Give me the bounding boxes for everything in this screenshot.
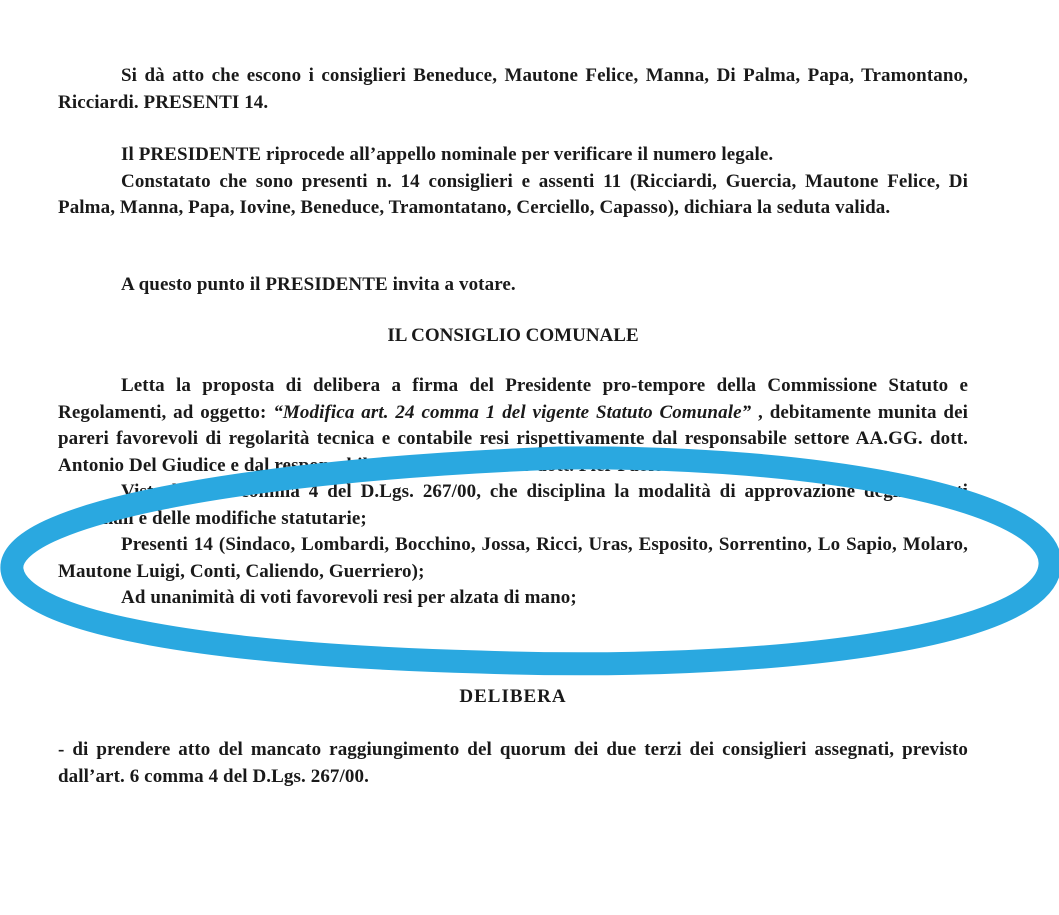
paragraph-exit-councillors — [58, 63, 968, 116]
proposal-text-end: , debitamente munita dei pareri favorevoli di regolarità tecnica e contabile resi rispettivamente dal responsabile settore AA.GG. dott. Antonio Del Giudice e dal responsabile settore finanziario dott. Pier Paolo Mancaniello; — [58, 401, 969, 476]
resolution-text: - di prendere atto del mancato raggiungimento del quorum dei due terzi dei consiglieri assegnati, previsto dall’art. 6 comma 4 del D.Lgs. 267/00. — [58, 739, 968, 787]
statute-reference-text: Visto l’art. 6 comma 4 del D.Lgs. 267/00, che disciplina la modalità di approvazione degli Statuti comunali e delle modifiche statutarie; — [58, 481, 968, 529]
delibera-heading: DELIBERA — [459, 686, 567, 707]
unanimous-vote-text: Ad unanimità di voti favorevoli resi per alzata di mano; — [121, 587, 577, 608]
quorum-check-text: Constatato che sono presenti n. 14 consiglieri e assenti 11 (Ricciardi, Guercia, Mautone Felice, Di Palma, Manna, Papa, Iovine, Beneduce, Tramontatano, Cerciello, Capasso), dichiara la seduta valida. — [58, 170, 968, 218]
section-heading: IL CONSIGLIO COMUNALE — [387, 325, 639, 346]
vote-invite-text: A questo punto il PRESIDENTE invita a votare. — [121, 274, 516, 295]
exit-councillors-text: Si dà atto che escono i consiglieri Beneduce, Mautone Felice, Manna, Di Palma, Papa, Tramontano, Ricciardi. PRESENTI 14. — [58, 65, 968, 113]
proposal-text — [58, 373, 968, 479]
present-members-text: Presenti 14 (Sindaco, Lombardi, Bocchino, Jossa, Ricci, Uras, Esposito, Sorrentino, Lo Sapio, Molaro, Mautone Luigi, Conti, Caliendo, Guerriero); — [58, 534, 968, 582]
paragraph-vote-invite — [58, 272, 968, 299]
paragraph-roll-call — [58, 142, 968, 222]
paragraph-proposal — [58, 373, 968, 612]
proposal-text-start: Letta la proposta di delibera a firma del Presidente pro-tempore della Commissione Statuto e Regolamenti, ad oggetto: — [58, 375, 968, 423]
roll-call-text: Il PRESIDENTE riprocede all’appello nominale per verificare il numero legale. — [121, 144, 774, 165]
paragraph-resolution — [58, 737, 968, 790]
proposal-subject: “Modifica art. 24 comma 1 del vigente Statuto Comunale” — [273, 401, 752, 423]
